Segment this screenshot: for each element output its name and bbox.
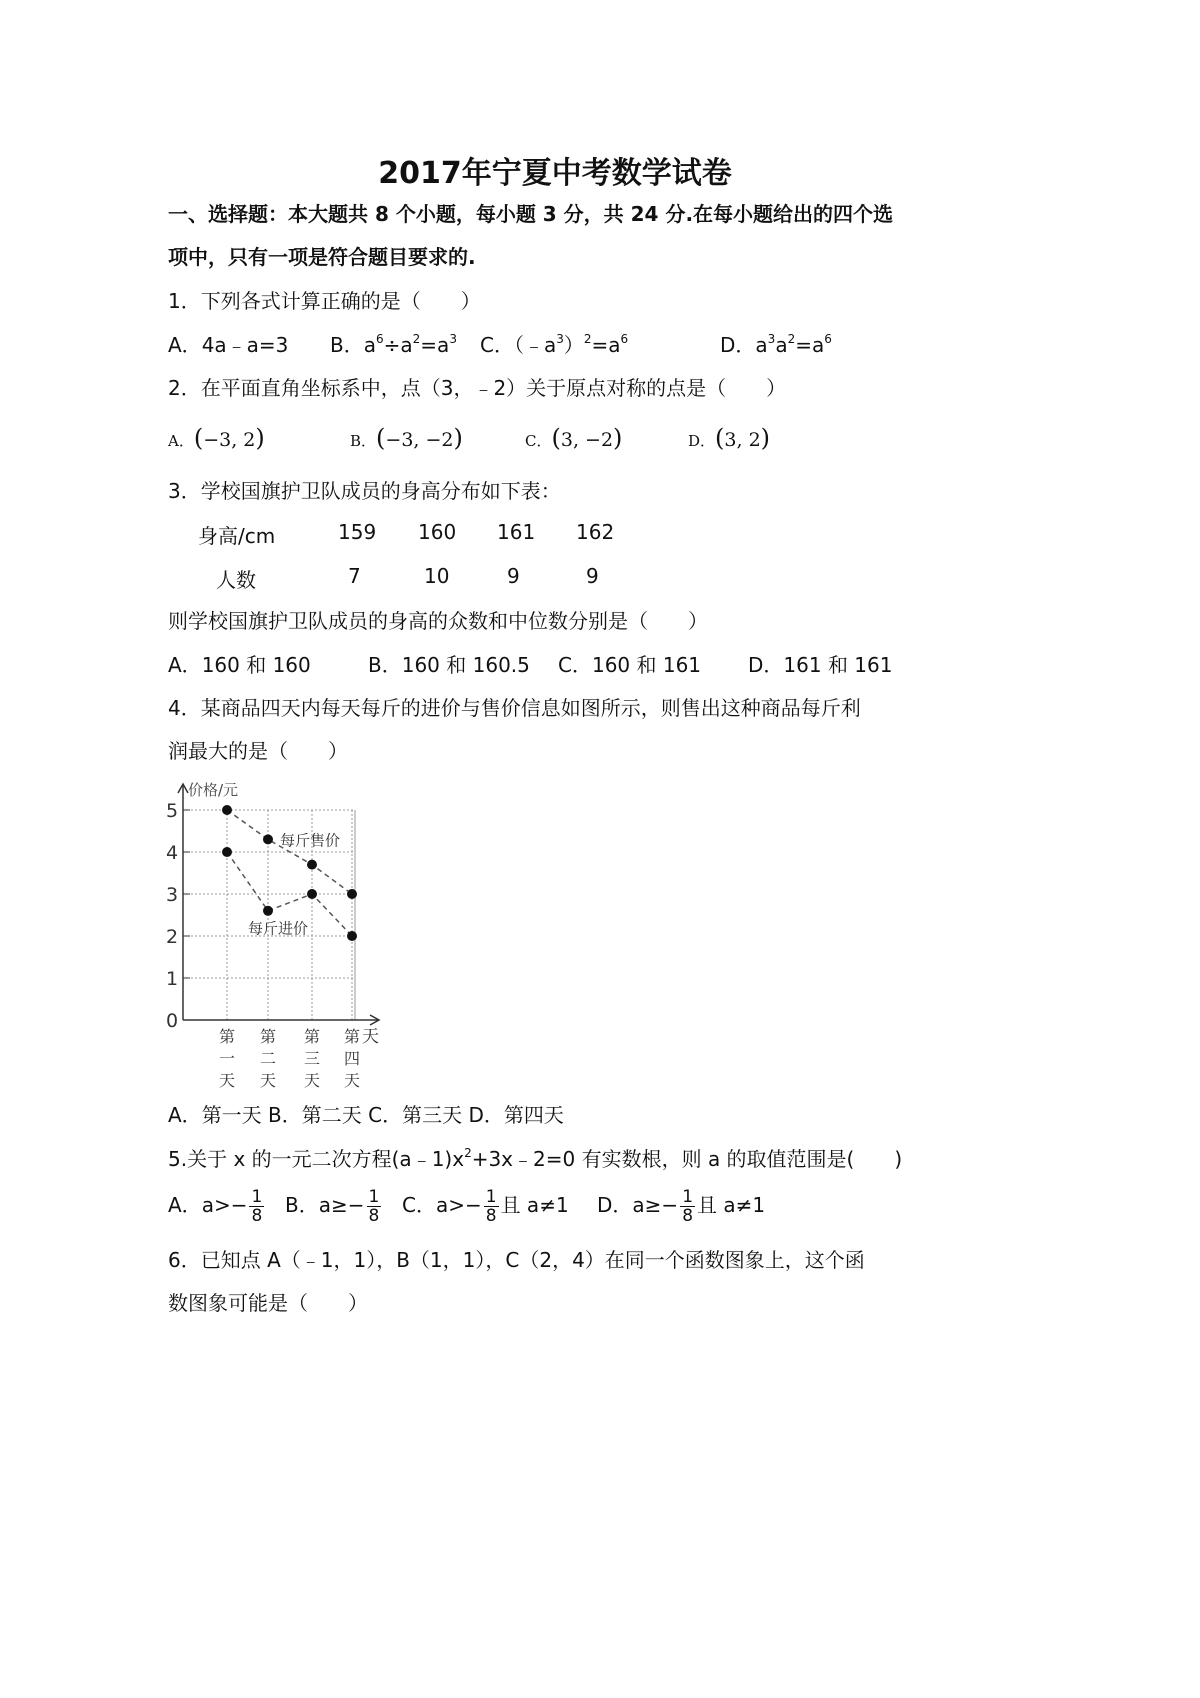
q1-option-d: D．$a^3a^2=a^6$ <box>720 332 832 357</box>
q1-option-b: B．$a^6\div a^2=a^3$ <box>330 332 457 357</box>
q1-option-a: A．4a﹣a=3 <box>168 333 289 357</box>
x-tick-label: 三 <box>303 1049 321 1068</box>
data-point <box>347 889 357 899</box>
legend-sale-price: 每斤售价 <box>280 831 341 850</box>
q3-option-c: C．160 和 161 <box>558 653 702 677</box>
data-point <box>222 847 232 857</box>
q3-stem: 3．学校国旗护卫队成员的身高分布如下表： <box>168 479 561 503</box>
data-point <box>222 805 232 815</box>
q3-stem2: 则学校国旗护卫队成员的身高的众数和中位数分别是（ ） <box>168 609 708 633</box>
q6-stem-line2: 数图象可能是（ ） <box>168 1291 368 1315</box>
x-tick-label: 第 <box>218 1027 236 1046</box>
q2-stem: 2．在平面直角坐标系中，点（3，﹣2）关于原点对称的点是（ ） <box>168 376 787 400</box>
y-tick-label: 3 <box>166 884 179 906</box>
q5-option-b: B．a≥− $\frac{1}{8}$ <box>285 1187 380 1226</box>
data-point <box>347 931 357 941</box>
q5-options <box>0 1188 1200 1228</box>
table-cell: 162 <box>576 520 615 544</box>
x-tick-label: 一 <box>218 1049 236 1068</box>
x-tick-label: 天 <box>259 1071 277 1090</box>
q5-option-a: A．a>− $\frac{1}{8}$ <box>168 1187 263 1226</box>
q2-option-d: D．(3, 2) <box>688 424 771 452</box>
x-tick-label: 第 <box>303 1027 321 1046</box>
q4-option-c: C．第三天 <box>368 1103 463 1127</box>
table-cell: 9 <box>507 564 520 588</box>
section-instructions-line2: 项中，只有一项是符合题目要求的. <box>168 245 476 269</box>
price-chart <box>160 775 400 1095</box>
q3-option-b: B．160 和 160.5 <box>368 653 530 677</box>
x-tick-label: 天 <box>303 1071 321 1090</box>
q6-stem-line1: 6．已知点 A（﹣1，1），B（1，1），C（2，4）在同一个函数图象上，这个函 <box>168 1248 865 1272</box>
page-title: 2017年宁夏中考数学试卷 <box>378 156 732 191</box>
table-cell: 159 <box>338 520 377 544</box>
q4-stem-line1: 4．某商品四天内每天每斤的进价与售价信息如图所示，则售出这种商品每斤利 <box>168 696 861 720</box>
x-tick-label: 天 <box>343 1071 361 1090</box>
x-tick-label: 二 <box>259 1049 277 1068</box>
q1-option-c: C．$(﹣a^3)^2=a^6$ <box>480 332 629 357</box>
table-cell: 10 <box>424 564 450 588</box>
table-cell: 160 <box>418 520 457 544</box>
y-tick-label: 0 <box>166 1010 179 1032</box>
q4-stem-line2: 润最大的是（ ） <box>168 739 348 763</box>
table-cell: 9 <box>586 564 599 588</box>
x-axis-label: 天 <box>362 1027 379 1047</box>
q4-option-a: A．第一天 <box>168 1103 262 1127</box>
q4-options <box>168 1101 564 1129</box>
series-line-0 <box>227 810 352 894</box>
q5-stem: 5.关于 x 的一元二次方程$(a﹣1)x^2+3x﹣2=0$ 有实数根，则 a 的取值范围是( ) <box>168 1146 903 1171</box>
section-instructions-line1: 一、选择题：本大题共 8 个小题，每小题 3 分，共 24 分.在每小题给出的四个选 <box>168 202 894 226</box>
q3-option-a: A．160 和 160 <box>168 653 311 677</box>
q5-option-d: D．a≥− $\frac{1}{8}$ 且 a≠1 <box>597 1187 766 1226</box>
table-cell: 161 <box>497 520 536 544</box>
data-point <box>307 860 317 870</box>
q1-stem: 1．下列各式计算正确的是（ ） <box>168 289 481 313</box>
data-point <box>263 906 273 916</box>
data-point <box>307 889 317 899</box>
q5-option-c: C．a>− $\frac{1}{8}$ 且 a≠1 <box>402 1187 569 1226</box>
table-cell: 7 <box>348 564 361 588</box>
y-tick-label: 4 <box>166 842 179 864</box>
x-tick-label: 第 <box>259 1027 277 1046</box>
q2-option-c: C．(3, −2) <box>525 424 623 452</box>
y-axis-label: 价格/元 <box>188 781 239 799</box>
y-tick-label: 2 <box>166 926 179 948</box>
y-tick-label: 1 <box>166 968 179 990</box>
x-tick-label: 四 <box>343 1049 361 1068</box>
q2-option-a: A．(−3, 2) <box>168 424 265 452</box>
x-tick-label: 天 <box>218 1071 236 1090</box>
q4-option-b: B．第二天 <box>268 1103 362 1127</box>
table-row-label: 人数 <box>216 568 256 592</box>
q3-option-d: D．161 和 161 <box>748 653 893 677</box>
legend-cost-price: 每斤进价 <box>248 919 309 938</box>
q4-option-d: D．第四天 <box>468 1103 564 1127</box>
data-point <box>263 834 273 844</box>
x-tick-label: 第 <box>343 1027 361 1046</box>
y-tick-label: 5 <box>166 800 179 822</box>
table-header-label: 身高/cm <box>198 524 276 548</box>
q2-option-b: B．(−3, −2) <box>350 424 463 452</box>
